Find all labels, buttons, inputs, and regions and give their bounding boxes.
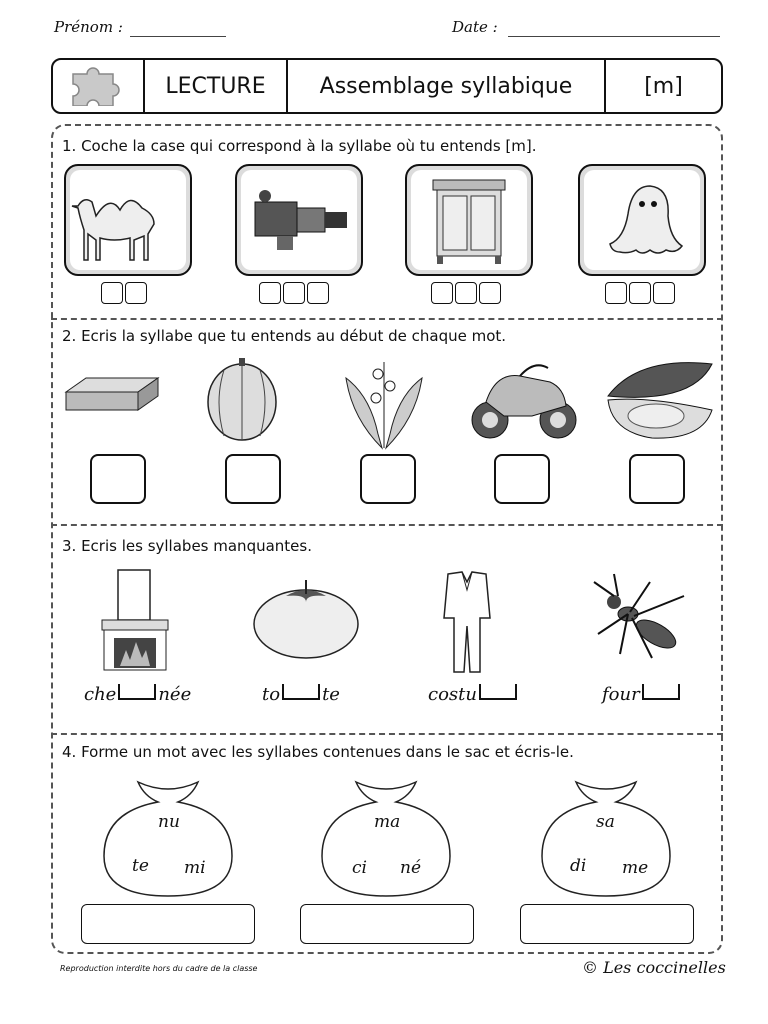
- exercise3-instruction: 3. Ecris les syllabes manquantes.: [62, 537, 312, 555]
- syllable-answer-box[interactable]: [494, 454, 550, 504]
- syllable-checkbox[interactable]: [431, 282, 453, 304]
- syllable-checkbox[interactable]: [307, 282, 329, 304]
- mattress-icon: [62, 372, 162, 420]
- fireplace-icon: [98, 568, 172, 672]
- exercise1-instruction: 1. Coche la case qui correspond à la syllabe où tu entends [m].: [62, 137, 537, 155]
- camel-icon: [64, 164, 192, 276]
- sack-syllable: mi: [184, 858, 206, 878]
- syllable-blank[interactable]: [282, 684, 320, 700]
- sack-icon: [316, 774, 456, 900]
- sack-syllable: ci: [352, 858, 367, 878]
- subject-label: LECTURE: [145, 60, 288, 112]
- missing-syllable-word: costu: [428, 684, 519, 705]
- sack-syllable: nu: [158, 812, 180, 832]
- brand-logo: © Les coccinelles: [582, 958, 726, 977]
- copyright-notice: Reproduction interdite hors du cadre de la classe: [60, 964, 258, 973]
- sack-syllable: me: [622, 858, 649, 878]
- sack-syllable: di: [570, 856, 587, 876]
- word-answer-box[interactable]: [81, 904, 255, 944]
- syllable-checkboxes: [259, 282, 329, 304]
- sound-label: [m]: [644, 73, 683, 99]
- title-banner: [51, 58, 723, 114]
- syllable-checkbox[interactable]: [653, 282, 675, 304]
- divider: [51, 318, 723, 320]
- divider: [51, 524, 723, 526]
- syllable-answer-box[interactable]: [629, 454, 685, 504]
- sack-syllable: sa: [596, 812, 615, 832]
- ant-icon: [586, 572, 700, 664]
- sack-syllable: te: [132, 856, 149, 876]
- camera-icon: [235, 164, 363, 276]
- missing-syllable-word: to te: [262, 684, 340, 705]
- syllable-checkbox[interactable]: [605, 282, 627, 304]
- suit-icon: [440, 570, 494, 674]
- missing-syllable-word: che née: [84, 684, 192, 705]
- tomato-icon: [250, 576, 362, 660]
- date-label: Date :: [452, 18, 498, 36]
- syllable-checkboxes: [431, 282, 501, 304]
- syllable-answer-box[interactable]: [360, 454, 416, 504]
- exercise4-instruction: 4. Forme un mot avec les syllabes contenues dans le sac et écris-le.: [62, 743, 574, 761]
- syllable-checkbox[interactable]: [259, 282, 281, 304]
- syllable-blank[interactable]: [642, 684, 680, 700]
- syllable-answer-box[interactable]: [90, 454, 146, 504]
- sack-icon: [536, 774, 676, 900]
- syllable-checkbox[interactable]: [283, 282, 305, 304]
- sack-syllable: né: [400, 858, 422, 878]
- motorbike-icon: [468, 356, 580, 444]
- wardrobe-icon: [405, 164, 533, 276]
- sack-icon: [98, 774, 238, 900]
- divider: [51, 733, 723, 735]
- word-answer-box[interactable]: [520, 904, 694, 944]
- missing-syllable-word: four: [602, 684, 682, 705]
- word-answer-box[interactable]: [300, 904, 474, 944]
- ghost-icon: [578, 164, 706, 276]
- syllable-checkbox[interactable]: [101, 282, 123, 304]
- melon-icon: [204, 356, 280, 444]
- prenom-label: Prénom :: [54, 18, 123, 36]
- syllable-checkboxes: [101, 282, 147, 304]
- syllable-checkbox[interactable]: [125, 282, 147, 304]
- syllable-answer-box[interactable]: [225, 454, 281, 504]
- puzzle-icon: [53, 60, 145, 112]
- syllable-checkbox[interactable]: [455, 282, 477, 304]
- sack-syllable: ma: [374, 812, 401, 832]
- page-title: Assemblage syllabique: [288, 60, 606, 112]
- syllable-blank[interactable]: [118, 684, 156, 700]
- syllable-checkbox[interactable]: [479, 282, 501, 304]
- prenom-field[interactable]: [130, 36, 226, 37]
- syllable-blank[interactable]: [479, 684, 517, 700]
- mussel-icon: [604, 356, 716, 442]
- exercise2-instruction: 2. Ecris la syllabe que tu entends au début de chaque mot.: [62, 327, 507, 345]
- date-field[interactable]: [508, 36, 720, 37]
- syllable-checkbox[interactable]: [629, 282, 651, 304]
- syllable-checkboxes: [605, 282, 675, 304]
- lily-of-the-valley-icon: [340, 354, 426, 450]
